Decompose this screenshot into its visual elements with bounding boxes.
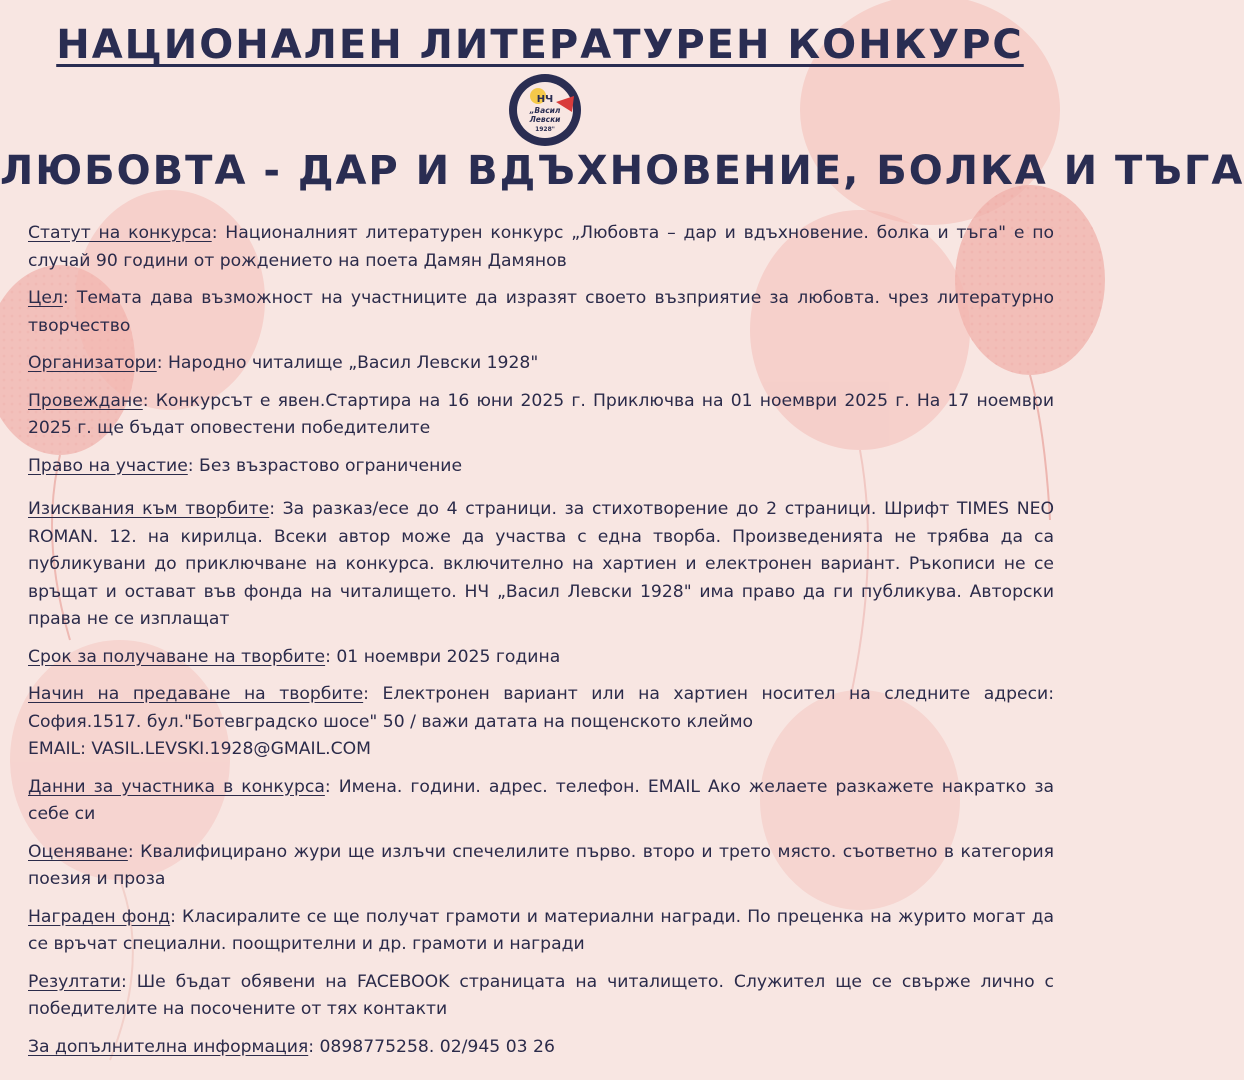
logo-text-line4: 1928" [535,126,555,133]
page-subtitle: ЛЮБОВТА - ДАР И ВДЪХНОВЕНИЕ, БОЛКА И ТЪГА [0,148,1244,194]
section-label: Право на участие [28,455,188,476]
section-label: Статут на конкурса [28,223,212,243]
section-more-info: За допълнителна информация: 0898775258. 02/945 03 26 [28,1036,555,1057]
section-label: Цел [28,288,63,308]
section-results: Резултати: Ше бъдат обявени на FACEBOOK страницата на читалището. Служител ще се свърже лично с победителите на посочените от тях контакти [28,971,1054,1019]
contact-email[interactable]: EMAIL: VASIL.LEVSKI.1928@GMAIL.COM [28,739,371,759]
section-participant-data: Данни за участника в конкурса: Имена. години. адрес. телефон. EMAIL Ако желаете разкажете накратко за себе си [28,776,1054,824]
section-conduct: Провеждане: Конкурсът е явен.Стартира на 16 юни 2025 г. Приключва на 01 ноември 2025 г. На 17 ноември 2025 г. ще бъдат оповестени победителите [28,390,1054,438]
section-label: Изисквания към творбите [28,499,270,519]
section-status: Статут на конкурса: Националният литературен конкурс „Любовта – дар и вдъхновение. болка и тъга" е по случай 90 години от рождението на поета Дамян Дамянов [28,223,1054,271]
section-organizers: Организатори: Народно читалище „Васил Левски 1928" [28,353,539,373]
section-label: Организатори [28,353,157,373]
section-label: Провеждане [28,390,143,411]
section-evaluation: Оценяване: Квалифицирано жури ще излъчи спечелилите първо. второ и трето място. съответно в категория поезия и проза [28,841,1054,889]
section-label: Начин на предаване на творбите [28,684,364,704]
section-label: За допълнителна информация [28,1036,309,1057]
section-label: Награден фонд [28,906,171,927]
section-goal: Цел: Темата дава възможност на участниците да изразят своето възприятие за любовта. чрез литературно творчество [28,288,1054,336]
section-label: Оценяване [28,841,128,862]
logo-text-line1: НЧ [536,94,554,105]
section-label: Срок за получаване на творбите [28,646,326,667]
page-title: НАЦИОНАЛЕН ЛИТЕРАТУРЕН КОНКУРС [56,22,1024,68]
section-deadline: Срок за получаване на творбите: 01 ноември 2025 година [28,646,561,667]
logo-text-line3: Левски [529,115,561,124]
section-requirements: Изисквания към творбите: За разказ/есе до 4 страници. за стихотворение до 2 страници. Шрифт TIMES NEO ROMAN. 12. на кирилца. Всеки автор може да участва с една творба. Произведенията не трябва да са публикувани до приключване на конкурса. включително на хартиен и електронен вариант. Ръкописи не се връщат и остават във фонда на читалището. НЧ „Васил Левски 1928" има право да ги публикува. Авторски права не се изплащат [28,499,1055,629]
section-label: Данни за участника в конкурса [28,776,325,797]
section-eligibility: Право на участие: Без възрастово ограничение [28,455,463,476]
logo-text-line2: „Васил [529,106,561,115]
section-prizes: Награден фонд: Класиралите се ще получат грамоти и материални награди. По преценка на журито могат да се връчат специални. поощрителни и др. грамоти и награди [28,906,1055,954]
organization-logo [498,72,592,148]
section-submission: Начин на предаване на творбите: Електронен вариант или на хартиен носител на следните адреси: София.1517. бул."Ботевградско шосе" 50 / важи датата на пощенското клеймо EMAIL: VASIL.LEVSKI.1928@GMAIL.COM [28,684,1054,759]
rules-list [28,220,1054,1071]
section-label: Резултати [28,971,121,992]
